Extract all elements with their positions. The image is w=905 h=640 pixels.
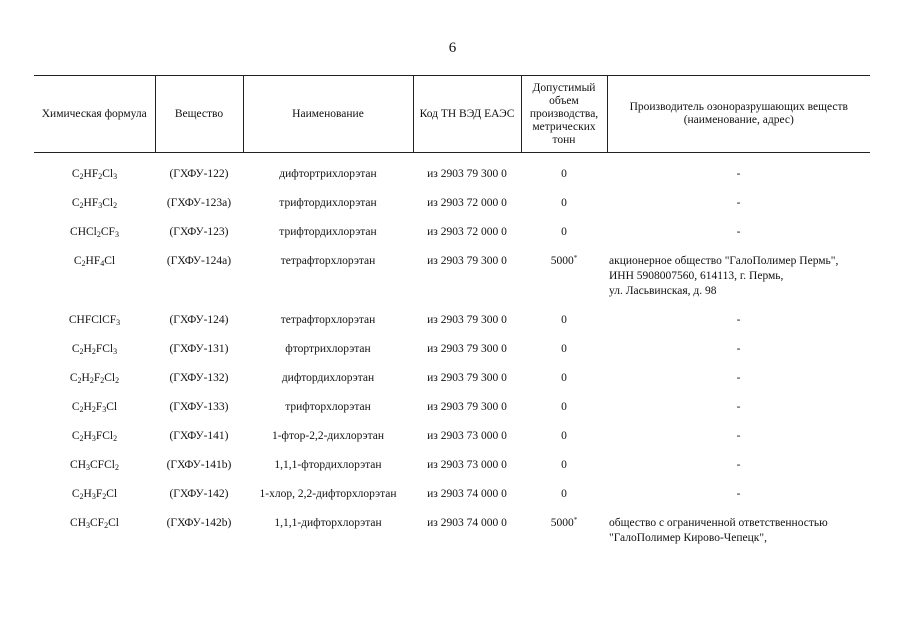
substance-code: (ГХФУ-132) <box>169 372 229 384</box>
tnved-code: из 2903 73 000 0 <box>427 459 507 471</box>
allowed-volume: 5000* <box>550 254 578 267</box>
substance-name: фтортрихлорэтан <box>285 343 371 355</box>
substance-code: (ГХФУ-123) <box>169 226 229 238</box>
substance-name: 1-хлор, 2,2-дифторхлорэтан <box>259 488 397 500</box>
chemical-formula: CHFClCF$_3$ <box>68 314 121 327</box>
substance-code: (ГХФУ-124а) <box>166 255 232 267</box>
tnved-code: из 2903 79 300 0 <box>427 343 507 355</box>
table-row <box>34 153 870 197</box>
substance-code: (ГХФУ-123а) <box>166 197 232 209</box>
allowed-volume: 0 <box>561 343 567 355</box>
tnved-code: из 2903 79 300 0 <box>427 372 507 384</box>
tnved-code: из 2903 74 000 0 <box>427 517 507 529</box>
producer: - <box>736 168 741 180</box>
header-volume: Допустимый объем производства, метрических тонн <box>521 76 607 153</box>
chemical-formula: $C_2H_3FCl_2$ <box>71 430 118 443</box>
producer: общество с ограниченной ответственностью "ГалоПолимер Кирово-Чепецк", <box>609 517 828 544</box>
substance-name: дифтортрихлорэтан <box>279 168 377 180</box>
producer: - <box>736 343 741 355</box>
producer: - <box>736 372 741 384</box>
footnote-mark: * <box>573 516 578 524</box>
substance-code: (ГХФУ-141) <box>169 430 229 442</box>
producer: - <box>736 459 741 471</box>
page-number: 6 <box>448 40 457 56</box>
chemical-formula: $C_2HF_3Cl_2$ <box>71 197 118 210</box>
allowed-volume: 0 <box>561 168 567 180</box>
producer: - <box>736 488 741 500</box>
allowed-volume: 0 <box>561 459 567 471</box>
chemical-formula: $C_2HF_4Cl$ <box>73 255 116 268</box>
table-row <box>34 225 870 254</box>
substance-code: (ГХФУ-141b) <box>166 459 232 471</box>
header-formula: Химическая формула <box>34 76 155 153</box>
producer: акционерное общество "ГалоПолимер Пермь", ИНН 5908007560, 614113, г. Пермь, ул. Ласьвинская, д. 98 <box>609 255 839 297</box>
allowed-volume: 0 <box>561 372 567 384</box>
table-row <box>34 342 870 371</box>
producer: - <box>736 401 741 413</box>
substance-name: 1-фтор-2,2-дихлорэтан <box>271 430 385 442</box>
substance-name: трифторхлорэтан <box>285 401 371 413</box>
chemical-formula: $C_2H_2FCl_3$ <box>71 343 118 356</box>
allowed-volume: 5000* <box>550 516 578 529</box>
tnved-code: из 2903 73 000 0 <box>427 430 507 442</box>
tnved-code: из 2903 72 000 0 <box>427 226 507 238</box>
tnved-code: из 2903 79 300 0 <box>427 255 507 267</box>
chemical-formula: $C_2H_2F_2Cl_2$ <box>69 372 120 385</box>
header-code: Код ТН ВЭД ЕАЭС <box>413 76 521 153</box>
allowed-volume: 0 <box>561 488 567 500</box>
table-header-row <box>34 76 870 153</box>
allowed-volume: 0 <box>561 430 567 442</box>
header-producer: Производитель озоноразрушающих веществ (наименование, адрес) <box>607 76 870 153</box>
table-row <box>34 254 870 313</box>
substance-code: (ГХФУ-124) <box>169 314 229 326</box>
substance-name: тетрафторхлорэтан <box>280 314 376 326</box>
tnved-code: из 2903 79 300 0 <box>427 401 507 413</box>
table-row <box>34 516 870 560</box>
chemical-formula: $CH_3CFCl_2$ <box>70 459 119 472</box>
header-substance: Вещество <box>155 76 243 153</box>
substance-code: (ГХФУ-122) <box>169 168 229 180</box>
table-row <box>34 458 870 487</box>
table-row <box>34 429 870 458</box>
substance-name: тетрафторхлорэтан <box>280 255 376 267</box>
substance-code: (ГХФУ-142) <box>169 488 229 500</box>
substance-code: (ГХФУ-142b) <box>166 517 232 529</box>
ozone-substances-table <box>34 75 870 560</box>
producer: - <box>736 226 741 238</box>
substance-name: 1,1,1-дифторхлорэтан <box>274 517 382 529</box>
producer: - <box>736 430 741 442</box>
table-row <box>34 313 870 342</box>
substance-name: трифтордихлорэтан <box>279 197 377 209</box>
chemical-formula: $C_2HF_2Cl_3$ <box>71 168 118 181</box>
table-row <box>34 487 870 516</box>
table-row <box>34 400 870 429</box>
tnved-code: из 2903 72 000 0 <box>427 197 507 209</box>
substance-name: трифтордихлорэтан <box>279 226 377 238</box>
allowed-volume: 0 <box>561 314 567 326</box>
allowed-volume: 0 <box>561 197 567 209</box>
substance-name: 1,1,1-фтордихлорэтан <box>274 459 382 471</box>
substance-code: (ГХФУ-133) <box>169 401 229 413</box>
allowed-volume: 0 <box>561 401 567 413</box>
chemical-formula: $CHCl_2CF_3$ <box>70 226 119 239</box>
table-row <box>34 196 870 225</box>
footnote-mark: * <box>573 254 578 262</box>
substance-code: (ГХФУ-131) <box>169 343 229 355</box>
header-name: Наименование <box>243 76 413 153</box>
chemical-formula: $CH_3CF_2Cl$ <box>70 517 119 530</box>
allowed-volume: 0 <box>561 226 567 238</box>
producer: - <box>736 314 741 326</box>
substance-name: дифтордихлорэтан <box>281 372 375 384</box>
chemical-formula: $C_2H_2F_3Cl$ <box>71 401 118 414</box>
table-row <box>34 371 870 400</box>
chemical-formula: $C_2H_3F_2Cl$ <box>71 488 118 501</box>
tnved-code: из 2903 79 300 0 <box>427 314 507 326</box>
tnved-code: из 2903 79 300 0 <box>427 168 507 180</box>
producer: - <box>736 197 741 209</box>
tnved-code: из 2903 74 000 0 <box>427 488 507 500</box>
